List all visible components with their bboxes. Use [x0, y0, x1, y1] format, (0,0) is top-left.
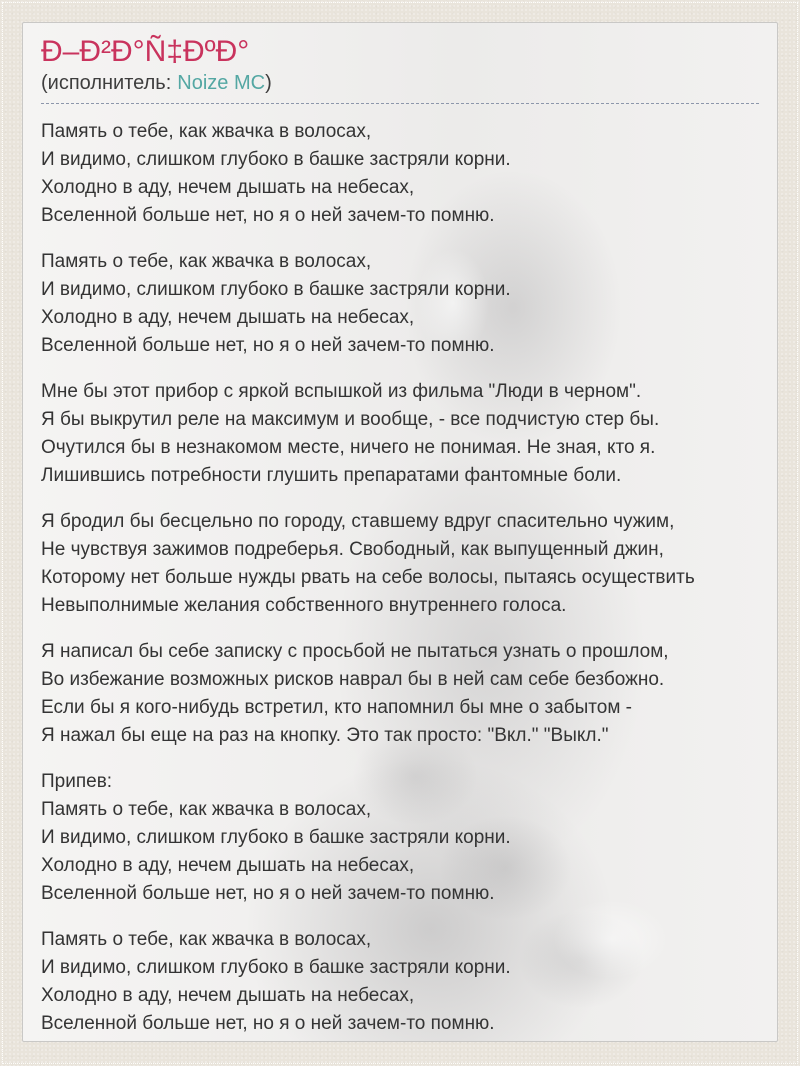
lyric-line: Вселенной больше нет, но я о ней зачем-то помню.	[41, 1013, 495, 1034]
lyric-line: Холодно в аду, нечем дышать на небесах,	[41, 985, 415, 1006]
lyric-line: Лишившись потребности глушить препаратами фантомные боли.	[41, 465, 622, 486]
lyric-line: Мне бы этот прибор с яркой вспышкой из фильма "Люди в черном".	[41, 381, 642, 402]
stanza-7	[41, 926, 759, 1038]
lyric-line: Память о тебе, как жвачка в волосах,	[41, 251, 372, 272]
lyric-line: Память о тебе, как жвачка в волосах,	[41, 929, 372, 950]
lyric-line: Холодно в аду, нечем дышать на небесах,	[41, 307, 415, 328]
artist-line	[41, 71, 759, 95]
lyric-line: Если бы я кого-нибудь встретил, кто напомнил бы мне о забытом -	[41, 697, 632, 718]
lyric-line: И видимо, слишком глубоко в башке застряли корни.	[41, 957, 511, 978]
song-header	[41, 23, 759, 104]
lyric-line: Вселенной больше нет, но я о ней зачем-то помню.	[41, 335, 495, 356]
chorus-label: Припев:	[41, 771, 113, 792]
lyric-line: Память о тебе, как жвачка в волосах,	[41, 799, 372, 820]
stanza-5	[41, 638, 759, 750]
lyrics-card	[22, 22, 778, 1042]
stanza-1	[41, 118, 759, 230]
lyric-line: Очутился бы в незнакомом месте, ничего не понимая. Не зная, кто я.	[41, 437, 656, 458]
lyric-line: И видимо, слишком глубоко в башке застряли корни.	[41, 279, 511, 300]
lyric-line: Холодно в аду, нечем дышать на небесах,	[41, 855, 415, 876]
stanza-2	[41, 248, 759, 360]
lyric-line: Я бы выкрутил реле на максимум и вообще, - все подчистую стер бы.	[41, 409, 660, 430]
lyric-line: Не чувствуя зажимов подреберья. Свободный, как выпущенный джин,	[41, 539, 664, 560]
lyric-line: И видимо, слишком глубоко в башке застряли корни.	[41, 827, 511, 848]
lyric-line: Память о тебе, как жвачка в волосах,	[41, 121, 372, 142]
artist-suffix: )	[265, 72, 272, 94]
lyric-line: Вселенной больше нет, но я о ней зачем-то помню.	[41, 883, 495, 904]
artist-link[interactable]: Noize MC	[177, 72, 266, 94]
lyrics-text	[23, 104, 777, 1042]
lyric-line: Я нажал бы еще на раз на кнопку. Это так просто: "Вкл." "Выкл."	[41, 725, 609, 746]
lyric-line: Вселенной больше нет, но я о ней зачем-то помню.	[41, 205, 495, 226]
lyric-line: Холодно в аду, нечем дышать на небесах,	[41, 177, 415, 198]
lyric-line: Я бродил бы бесцельно по городу, ставшему вдруг спасительно чужим,	[41, 511, 675, 532]
lyric-line: Во избежание возможных рисков наврал бы в ней сам себе безбожно.	[41, 669, 665, 690]
lyric-line: Я написал бы себе записку с просьбой не пытаться узнать о прошлом,	[41, 641, 669, 662]
artist-label: (исполнитель:	[41, 72, 172, 94]
lyric-line: Невыполнимые желания собственного внутреннего голоса.	[41, 595, 567, 616]
stanza-3	[41, 378, 759, 490]
stanza-6-chorus	[41, 768, 759, 908]
stanza-4	[41, 508, 759, 620]
lyric-line: И видимо, слишком глубоко в башке застряли корни.	[41, 149, 511, 170]
lyric-line: Которому нет больше нужды рвать на себе волосы, пытаясь осуществить	[41, 567, 695, 588]
song-title: Ð–Ð²Ð°Ñ‡ÐºÐ°	[41, 35, 250, 68]
